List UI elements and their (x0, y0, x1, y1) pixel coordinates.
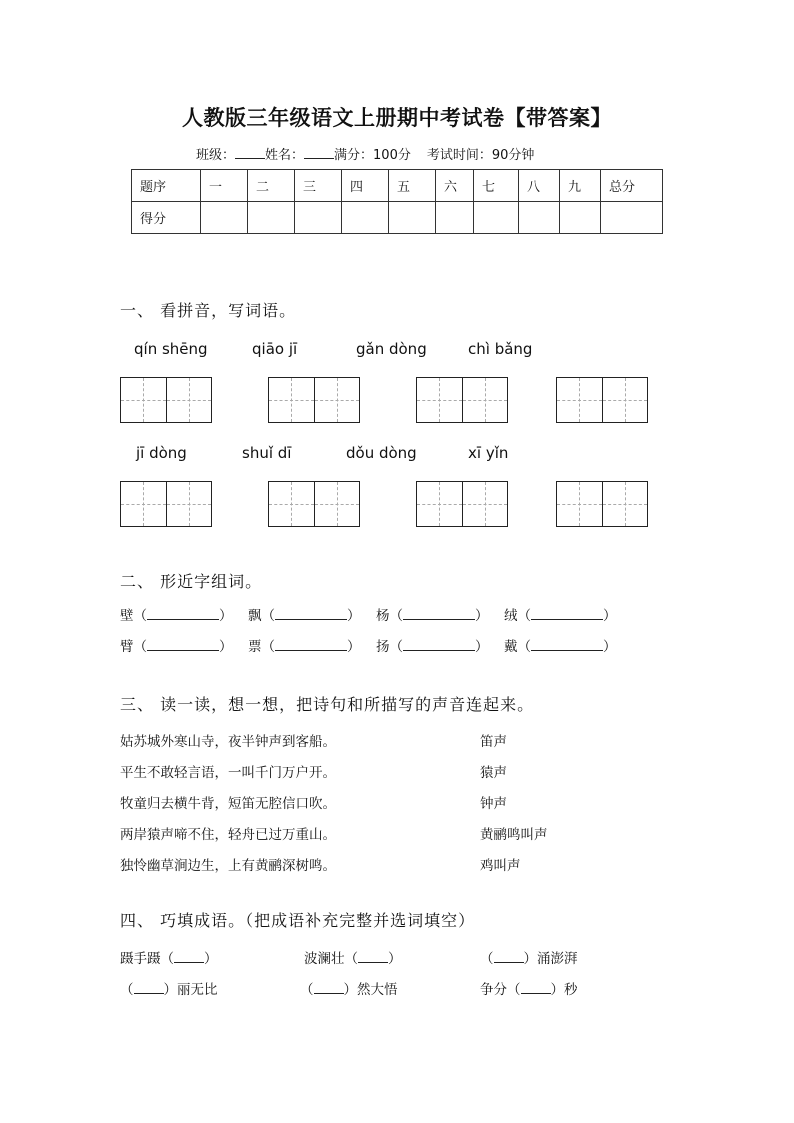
char: 扬 (376, 639, 390, 655)
idiom-blank[interactable] (174, 949, 204, 963)
score-table (131, 169, 663, 234)
score-header-cell: 七 (474, 170, 519, 202)
name-blank[interactable] (304, 146, 334, 159)
idiom-before: 蹑手蹑（ (120, 951, 174, 967)
poem-line: 牧童归去横牛背，短笛无腔信口吹。 (120, 796, 336, 812)
sound-option[interactable]: 猿声 (480, 765, 507, 781)
idiom-item (480, 978, 578, 998)
char-item: 飘（ ） (248, 608, 361, 624)
writing-grid[interactable] (416, 481, 508, 527)
score-cell[interactable] (560, 202, 601, 234)
poem-line: 独怜幽草涧边生，上有黄鹂深树鸣。 (120, 858, 336, 874)
score-header-cell: 一 (201, 170, 248, 202)
answer-blank[interactable] (531, 606, 603, 620)
char: 壁 (120, 608, 134, 624)
section1-heading: 一、 看拼音，写词语。 (120, 301, 297, 320)
idiom-blank[interactable] (358, 949, 388, 963)
name-label: 姓名： (265, 148, 305, 163)
score-header-cell: 九 (560, 170, 601, 202)
sound-option[interactable]: 鸡叫声 (480, 858, 521, 874)
idiom-after: ） (388, 951, 402, 967)
idiom-after: ）然大悟 (343, 982, 398, 998)
answer-blank[interactable] (403, 637, 475, 651)
idiom-before: （ (480, 951, 494, 967)
page-title: 人教版三年级语文上册期中考试卷【带答案】 (182, 105, 612, 130)
pinyin-label: xī yǐn (468, 444, 509, 462)
score-cell[interactable] (342, 202, 389, 234)
idiom-blank[interactable] (521, 980, 551, 994)
idiom-before: （ (120, 982, 134, 998)
idiom-after: ）涌澎湃 (523, 951, 578, 967)
idiom-item (300, 978, 398, 998)
idiom-item (304, 947, 402, 967)
writing-grid[interactable] (556, 377, 648, 423)
poem-line: 两岸猿声啼不住，轻舟已过万重山。 (120, 827, 336, 843)
score-cell[interactable] (519, 202, 560, 234)
class-blank[interactable] (235, 146, 265, 159)
score-cell[interactable] (248, 202, 295, 234)
idiom-blank[interactable] (314, 980, 344, 994)
section4-heading: 四、 巧填成语。（把成语补充完整并选词填空） (120, 911, 476, 930)
sound-option[interactable]: 黄鹂鸣叫声 (480, 827, 548, 843)
idiom-item (120, 947, 218, 967)
idiom-after: ） (204, 951, 218, 967)
section2-heading: 二、 形近字组词。 (120, 572, 263, 591)
score-header-cell: 四 (342, 170, 389, 202)
idiom-before: 波澜壮（ (304, 951, 358, 967)
poem-line: 姑苏城外寒山寺，夜半钟声到客船。 (120, 734, 336, 750)
char: 飘 (248, 608, 262, 624)
sound-option[interactable]: 笛声 (480, 734, 507, 750)
exam-info (196, 144, 534, 163)
idiom-after: ）丽无比 (163, 982, 218, 998)
pinyin-label: shuǐ dī (242, 444, 292, 462)
score-cell[interactable] (389, 202, 436, 234)
class-label: 班级： (196, 148, 236, 163)
answer-blank[interactable] (531, 637, 603, 651)
pinyin-label: gǎn dòng (356, 340, 427, 358)
idiom-before: （ (300, 982, 314, 998)
char: 绒 (504, 608, 518, 624)
score-cell[interactable] (201, 202, 248, 234)
char-item: 票（ ） (248, 639, 361, 655)
idiom-before: 争分（ (480, 982, 521, 998)
score-row (132, 202, 663, 234)
score-header-cell: 八 (519, 170, 560, 202)
score-header-cell: 五 (389, 170, 436, 202)
score-cell[interactable] (295, 202, 342, 234)
char: 臂 (120, 639, 134, 655)
score-cell[interactable] (436, 202, 474, 234)
writing-grid[interactable] (120, 377, 212, 423)
full-score: 满分：100分 (334, 148, 411, 163)
score-cell[interactable] (474, 202, 519, 234)
poem-line: 平生不敢轻言语，一叫千门万户开。 (120, 765, 336, 781)
score-header-cell: 题序 (132, 170, 201, 202)
writing-grid[interactable] (268, 377, 360, 423)
char-item: 臂（ ） (120, 639, 233, 655)
idiom-item (480, 947, 578, 967)
char-item: 绒（ ） (504, 608, 617, 624)
writing-grid[interactable] (120, 481, 212, 527)
char-item: 壁（ ） (120, 608, 233, 624)
sound-option[interactable]: 钟声 (480, 796, 507, 812)
pinyin-label: qín shēng (134, 340, 208, 358)
exam-time: 考试时间：90分钟 (426, 148, 535, 163)
pinyin-label: jī dòng (136, 444, 187, 462)
score-header-cell: 三 (295, 170, 342, 202)
pinyin-label: qiāo jī (252, 340, 298, 358)
char-item: 杨（ ） (376, 608, 489, 624)
answer-blank[interactable] (147, 637, 219, 651)
char-item: 戴（ ） (504, 639, 617, 655)
section3-heading: 三、 读一读，想一想，把诗句和所描写的声音连起来。 (120, 695, 535, 714)
score-row-label: 得分 (132, 202, 201, 234)
score-header-cell: 六 (436, 170, 474, 202)
score-header-cell: 总分 (601, 170, 663, 202)
score-header-cell: 二 (248, 170, 295, 202)
pinyin-label: chì bǎng (468, 340, 533, 358)
pinyin-label: dǒu dòng (346, 444, 417, 462)
writing-grid[interactable] (556, 481, 648, 527)
idiom-blank[interactable] (134, 980, 164, 994)
char-item: 扬（ ） (376, 639, 489, 655)
char: 杨 (376, 608, 390, 624)
char: 票 (248, 639, 262, 655)
idiom-after: ）秒 (550, 982, 578, 998)
answer-blank[interactable] (147, 606, 219, 620)
score-cell[interactable] (601, 202, 663, 234)
char: 戴 (504, 639, 518, 655)
idiom-blank[interactable] (494, 949, 524, 963)
answer-blank[interactable] (275, 637, 347, 651)
writing-grid[interactable] (268, 481, 360, 527)
idiom-item (120, 978, 218, 998)
writing-grid[interactable] (416, 377, 508, 423)
answer-blank[interactable] (275, 606, 347, 620)
score-header-row (132, 170, 663, 202)
answer-blank[interactable] (403, 606, 475, 620)
